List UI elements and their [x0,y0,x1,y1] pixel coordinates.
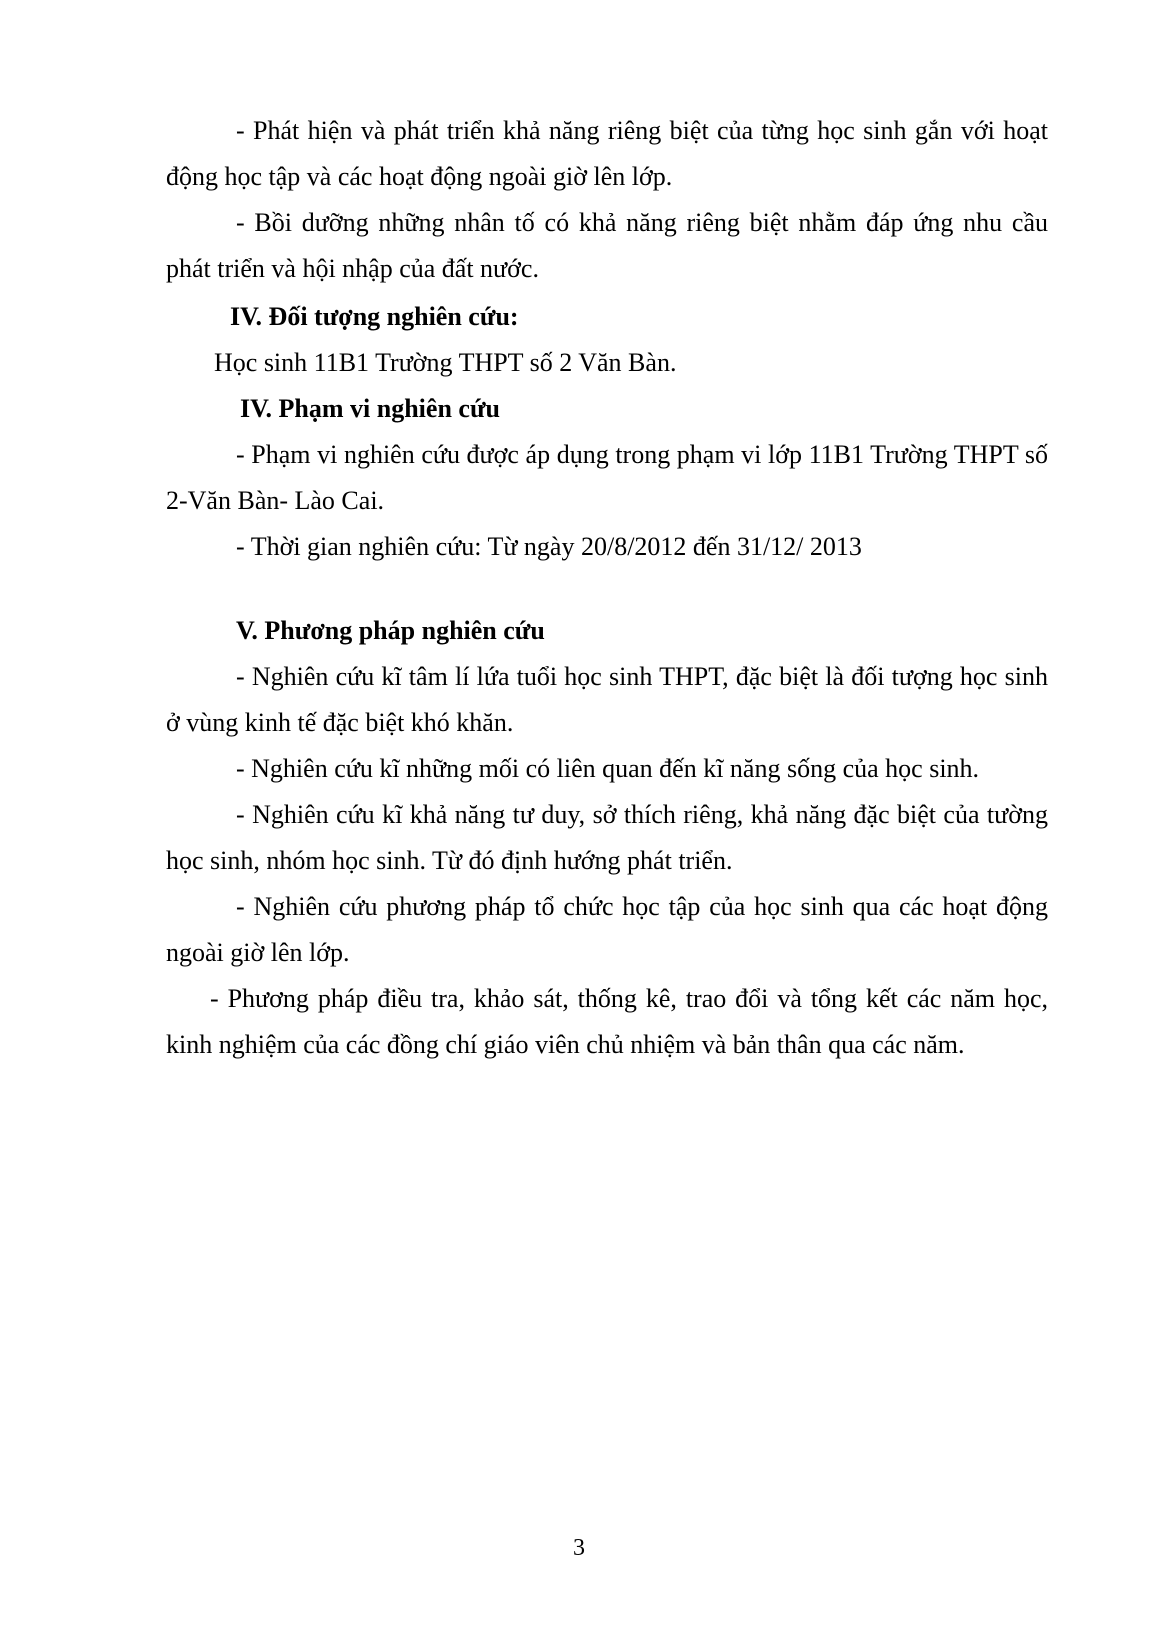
page-number: 3 [573,1535,585,1561]
method-item: - Nghiên cứu kĩ khả năng tư duy, sở thích riêng, khả năng đặc biệt của tường học sinh, nhóm học sinh. Từ đó định hướng phát triển. [166,800,1048,875]
method-item: - Nghiên cứu phương pháp tổ chức học tập của học sinh qua các hoạt động ngoài giờ lên lớp. [166,892,1048,967]
paragraph-objective-1: - Phát hiện và phát triển khả năng riêng biệt của từng học sinh gắn với hoạt động học tập và các hoạt động ngoài giờ lên lớp. [166,116,1048,191]
paragraph-objective-2: - Bồi dưỡng những nhân tố có khả năng riêng biệt nhằm đáp ứng nhu cầu phát triển và hội nhập của đất nước. [166,208,1048,283]
heading-research-subjects: IV. Đối tượng nghiên cứu: [230,302,519,331]
method-item: - Nghiên cứu kĩ tâm lí lứa tuổi học sinh THPT, đặc biệt là đối tượng học sinh ở vùng kinh tế đặc biệt khó khăn. [166,662,1048,737]
heading-research-methods: V. Phương pháp nghiên cứu [236,616,545,645]
method-item: - Nghiên cứu kĩ những mối có liên quan đến kĩ năng sống của học sinh. [236,754,980,783]
research-subjects-text: Học sinh 11B1 Trường THPT số 2 Văn Bàn. [214,348,677,377]
method-item: - Phương pháp điều tra, khảo sát, thống kê, trao đổi và tổng kết các năm học, kinh nghiệm của các đồng chí giáo viên chủ nhiệm và bản thân qua các năm. [166,984,1048,1059]
heading-research-scope: IV. Phạm vi nghiên cứu [240,394,501,423]
scope-item: - Phạm vi nghiên cứu được áp dụng trong phạm vi lớp 11B1 Trường THPT số 2-Văn Bàn- Lào Cai. [166,440,1048,515]
scope-item: - Thời gian nghiên cứu: Từ ngày 20/8/2012 đến 31/12/ 2013 [236,532,862,561]
page-content [166,108,1048,1068]
